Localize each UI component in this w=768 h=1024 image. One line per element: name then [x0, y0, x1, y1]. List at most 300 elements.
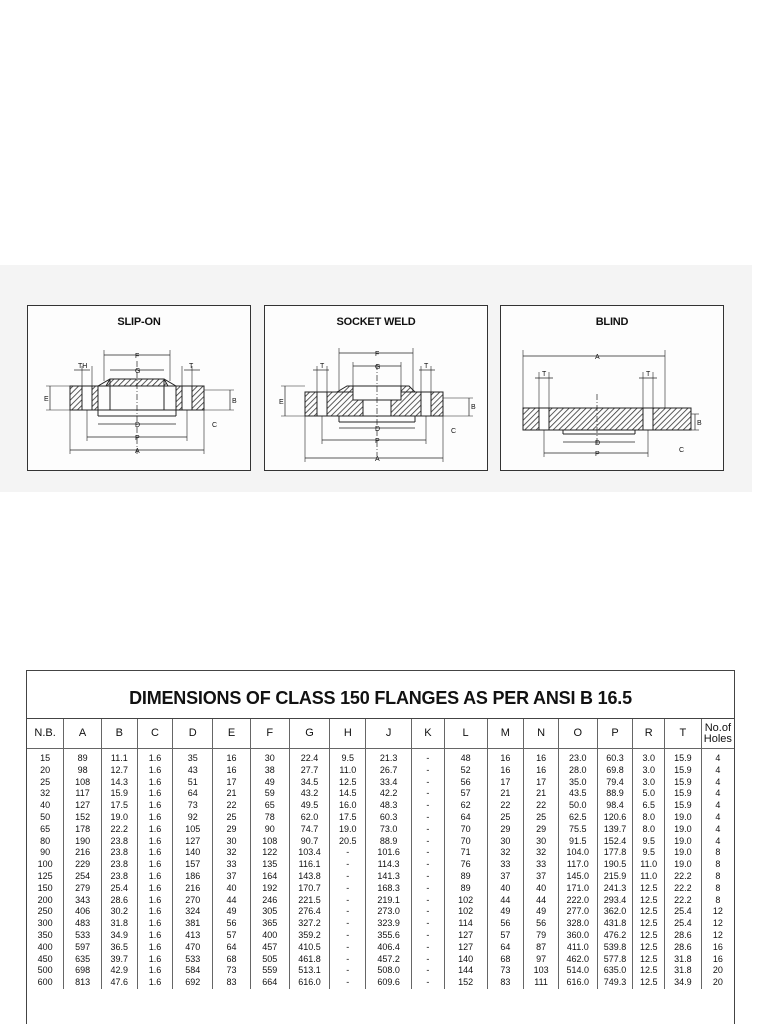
table-cell: 103	[524, 965, 559, 977]
table-cell: 23.8	[101, 871, 137, 883]
table-cell: 1.6	[137, 965, 173, 977]
table-cell: 559	[250, 965, 289, 977]
table-cell: 12	[712, 906, 723, 917]
table-cell: 30	[524, 836, 559, 848]
table-cell: 11.0	[633, 859, 665, 871]
table-cell: 19.0	[101, 812, 137, 824]
column-header: B	[101, 719, 137, 749]
table-cell: 135	[250, 859, 289, 871]
table-cell: 8	[715, 882, 721, 893]
table-cell: 16.0	[330, 800, 366, 812]
table-cell: 23.0	[558, 749, 597, 765]
table-cell: 21	[487, 788, 524, 800]
table-cell: -	[412, 812, 445, 824]
table-cell: -	[330, 906, 366, 918]
table-cell: 270	[173, 895, 213, 907]
table-cell: 186	[173, 871, 213, 883]
table-cell: 100	[27, 859, 64, 871]
table-cell: 89	[444, 871, 487, 883]
table-cell: 21.3	[366, 749, 412, 765]
table-cell: 505	[250, 954, 289, 966]
table-cell: 462.0	[558, 954, 597, 966]
table-cell: 410.5	[289, 942, 330, 954]
table-cell: 19.0	[665, 847, 702, 859]
table-cell: 73	[173, 800, 213, 812]
table-cell: 25.4	[665, 906, 702, 918]
table-cell: 1.6	[137, 824, 173, 836]
table-cell: 57	[213, 930, 251, 942]
table-cell: 8.0	[633, 812, 665, 824]
table-cell: 29	[213, 824, 251, 836]
table-row	[27, 859, 734, 871]
table-cell: 1.6	[137, 977, 173, 989]
table-cell: 56	[213, 918, 251, 930]
table-cell: 40	[524, 883, 559, 895]
table-cell: 1.6	[137, 859, 173, 871]
table-cell: 59	[250, 788, 289, 800]
table-cell: 23.8	[101, 859, 137, 871]
blind-diagram	[500, 305, 724, 471]
table-cell: 20	[27, 765, 64, 777]
table-cell: 32	[213, 847, 251, 859]
table-cell: 75.5	[558, 824, 597, 836]
table-cell: 241.3	[597, 883, 633, 895]
blind-label-t-right: T	[646, 371, 651, 378]
column-header: N	[524, 719, 559, 749]
table-cell: 102	[444, 895, 487, 907]
table-cell: 635	[64, 954, 102, 966]
table-cell: 12.5	[330, 777, 366, 789]
table-cell: 1.6	[137, 954, 173, 966]
table-cell: 577.8	[597, 954, 633, 966]
table-cell: 170.7	[289, 883, 330, 895]
table-cell: -	[412, 906, 445, 918]
table-cell: 12.5	[633, 883, 665, 895]
table-cell: 17.5	[330, 812, 366, 824]
table-cell: 114.3	[366, 859, 412, 871]
slip-on-label-c: C	[212, 422, 218, 429]
table-cell: -	[330, 942, 366, 954]
table-row	[27, 895, 734, 907]
table-cell: 400	[250, 930, 289, 942]
table-cell: 22.2	[665, 871, 702, 883]
table-cell: 105	[173, 824, 213, 836]
table-row	[27, 847, 734, 859]
socket-weld-title: SOCKET WELD	[336, 316, 416, 328]
table-cell: 514.0	[558, 965, 597, 977]
table-cell: 25	[213, 812, 251, 824]
table-cell: 127	[444, 942, 487, 954]
table-cell: 64	[213, 942, 251, 954]
table-cell: 90	[250, 824, 289, 836]
table-cell: 34.5	[289, 777, 330, 789]
table-cell: 1.6	[137, 749, 173, 765]
table-cell: 19.0	[665, 836, 702, 848]
table-cell: 23.8	[101, 847, 137, 859]
blind-label-c: C	[679, 447, 685, 454]
table-cell: 90.7	[289, 836, 330, 848]
table-row	[27, 836, 734, 848]
table-cell: 177.8	[597, 847, 633, 859]
socket-weld-label-t-left: T	[320, 363, 325, 370]
table-cell: 92	[173, 812, 213, 824]
table-cell: 276.4	[289, 906, 330, 918]
blind-label-d: D	[595, 440, 601, 447]
table-cell: 32	[524, 847, 559, 859]
table-cell: 73	[487, 965, 524, 977]
table-row	[27, 800, 734, 812]
table-cell: 40	[213, 883, 251, 895]
column-header: P	[597, 719, 633, 749]
table-cell: 539.8	[597, 942, 633, 954]
table-cell: 49	[487, 906, 524, 918]
table-cell: 74.7	[289, 824, 330, 836]
table-cell: 48	[444, 749, 487, 765]
table-cell: 12.5	[633, 918, 665, 930]
table-cell: 327.2	[289, 918, 330, 930]
table-cell: 65	[27, 824, 64, 836]
table-cell: 60.3	[366, 812, 412, 824]
table-cell: 28.6	[665, 930, 702, 942]
table-cell: 48.3	[366, 800, 412, 812]
table-cell: 143.8	[289, 871, 330, 883]
table-cell: 50.0	[558, 800, 597, 812]
table-cell: -	[412, 788, 445, 800]
table-cell: 14.5	[330, 788, 366, 800]
slip-on-diagram	[27, 305, 251, 471]
table-cell: -	[412, 977, 445, 989]
table-cell: 190.5	[597, 859, 633, 871]
table-cell: 102	[444, 906, 487, 918]
table-cell: 70	[444, 836, 487, 848]
table-cell: 16	[524, 765, 559, 777]
table-cell: 8.0	[633, 824, 665, 836]
table-cell: 168.3	[366, 883, 412, 895]
table-cell: 38	[250, 765, 289, 777]
table-row	[27, 918, 734, 930]
table-cell: 51	[173, 777, 213, 789]
table-cell: 12.5	[633, 954, 665, 966]
table-cell: 4	[715, 776, 721, 787]
slip-on-label-t: T	[189, 363, 194, 370]
table-body	[27, 749, 734, 989]
table-cell: 122	[250, 847, 289, 859]
table-cell: -	[412, 765, 445, 777]
table-cell: 70	[444, 824, 487, 836]
socket-weld-label-f: F	[375, 351, 380, 358]
table-cell: 47.6	[101, 977, 137, 989]
table-row	[27, 930, 734, 942]
column-header: K	[412, 719, 445, 749]
table-cell: -	[412, 883, 445, 895]
table-cell: 1.6	[137, 765, 173, 777]
table-cell: 62.5	[558, 812, 597, 824]
table-cell: 62.0	[289, 812, 330, 824]
table-cell: 69.8	[597, 765, 633, 777]
table-cell: 8	[715, 870, 721, 881]
table-cell: 15.9	[665, 765, 702, 777]
table-cell: 4	[715, 764, 721, 775]
table-cell: 229	[64, 859, 102, 871]
table-cell: 49	[250, 777, 289, 789]
table-cell: 40	[27, 800, 64, 812]
table-cell: 101.6	[366, 847, 412, 859]
socket-weld-label-t-right: T	[424, 363, 429, 370]
table-cell: 9.5	[330, 749, 366, 765]
table-cell: 470	[173, 942, 213, 954]
table-cell: 533	[173, 954, 213, 966]
socket-weld-label-b: B	[471, 404, 476, 411]
table-cell: 365	[250, 918, 289, 930]
table-cell: -	[412, 930, 445, 942]
table-cell: 1.6	[137, 847, 173, 859]
table-cell: 22	[524, 800, 559, 812]
table-cell: 616.0	[558, 977, 597, 989]
table-cell: 215.9	[597, 871, 633, 883]
table-cell: 73.0	[366, 824, 412, 836]
table-cell: 343	[64, 895, 102, 907]
table-cell: -	[412, 777, 445, 789]
table-cell: -	[412, 836, 445, 848]
table-cell: 19.0	[665, 812, 702, 824]
table-cell: 360.0	[558, 930, 597, 942]
table-cell: -	[330, 930, 366, 942]
table-cell: -	[412, 859, 445, 871]
table-cell: 328.0	[558, 918, 597, 930]
table-cell: 83	[487, 977, 524, 989]
table-cell: 16	[213, 765, 251, 777]
slip-on-label-b: B	[232, 398, 237, 405]
table-cell: 5.0	[633, 788, 665, 800]
table-cell: 144	[444, 965, 487, 977]
table-cell: -	[412, 871, 445, 883]
table-cell: 362.0	[597, 906, 633, 918]
table-cell: 91.5	[558, 836, 597, 848]
table-cell: 19.0	[665, 859, 702, 871]
table-cell: 413	[173, 930, 213, 942]
table-cell: 1.6	[137, 800, 173, 812]
slip-on-title: SLIP-ON	[117, 316, 161, 328]
table-cell: 125	[27, 871, 64, 883]
table-cell: 16	[524, 749, 559, 765]
table-cell: 8	[715, 859, 721, 870]
column-header: D	[173, 719, 213, 749]
table-cell: 31.8	[101, 918, 137, 930]
table-cell: 406.4	[366, 942, 412, 954]
table-cell: -	[330, 859, 366, 871]
table-cell: 12	[712, 918, 723, 929]
slip-on-label-g: G	[135, 368, 141, 375]
table-row	[27, 977, 734, 989]
table-cell: 597	[64, 942, 102, 954]
table-title: DIMENSIONS OF CLASS 150 FLANGES AS PER ANSI B 16.5	[27, 671, 734, 719]
table-cell: 15.9	[665, 749, 702, 765]
table-cell: 30	[250, 749, 289, 765]
table-cell: 216	[64, 847, 102, 859]
table-cell: 279	[64, 883, 102, 895]
table-cell: 43.2	[289, 788, 330, 800]
table-cell: 80	[27, 836, 64, 848]
column-header: C	[137, 719, 173, 749]
table-cell: 108	[64, 777, 102, 789]
table-cell: 22.4	[289, 749, 330, 765]
table-cell: 9.5	[633, 836, 665, 848]
table-cell: 200	[27, 895, 64, 907]
table-cell: 56	[487, 918, 524, 930]
table-cell: 12	[712, 929, 723, 940]
table-cell: 34.9	[665, 977, 702, 989]
table-cell: 1.6	[137, 895, 173, 907]
column-header: L	[444, 719, 487, 749]
table-cell: 68	[487, 954, 524, 966]
table-cell: 127	[444, 930, 487, 942]
table-cell: 152	[444, 977, 487, 989]
table-cell: 116.1	[289, 859, 330, 871]
table-cell: 457	[250, 942, 289, 954]
table-cell: 20.5	[330, 836, 366, 848]
table-row	[27, 942, 734, 954]
table-cell: 25.4	[101, 883, 137, 895]
table-cell: -	[330, 977, 366, 989]
table-cell: 79.4	[597, 777, 633, 789]
table-cell: 28.6	[665, 942, 702, 954]
table-cell: 664	[250, 977, 289, 989]
table-cell: 12.5	[633, 965, 665, 977]
table-cell: 9.5	[633, 847, 665, 859]
slip-on-label-a: A	[135, 448, 140, 455]
table-cell: 355.6	[366, 930, 412, 942]
table-cell: 21	[213, 788, 251, 800]
table-cell: 44	[524, 895, 559, 907]
table-cell: -	[330, 918, 366, 930]
table-cell: 4	[715, 823, 721, 834]
table-cell: -	[412, 918, 445, 930]
table-cell: 3.0	[633, 749, 665, 765]
table-cell: 216	[173, 883, 213, 895]
table-cell: 300	[27, 918, 64, 930]
table-cell: 20	[712, 977, 723, 988]
table-cell: 1.6	[137, 836, 173, 848]
table-cell: 88.9	[366, 836, 412, 848]
table-cell: 609.6	[366, 977, 412, 989]
table-cell: 476.2	[597, 930, 633, 942]
table-cell: 11.1	[101, 749, 137, 765]
table-cell: 22.2	[101, 824, 137, 836]
table-cell: 139.7	[597, 824, 633, 836]
table-cell: 37	[487, 871, 524, 883]
socket-weld-label-a: A	[375, 456, 380, 463]
table-cell: 28.6	[101, 895, 137, 907]
table-cell: 127	[173, 836, 213, 848]
table-cell: 1.6	[137, 777, 173, 789]
table-cell: 145.0	[558, 871, 597, 883]
table-cell: -	[330, 871, 366, 883]
socket-weld-drawing	[265, 306, 489, 472]
table-cell: 221.5	[289, 895, 330, 907]
table-cell: -	[412, 749, 445, 765]
table-cell: 33	[487, 859, 524, 871]
slip-on-drawing	[28, 306, 252, 472]
table-cell: 19.0	[665, 824, 702, 836]
table-cell: -	[330, 965, 366, 977]
table-cell: 98	[64, 765, 102, 777]
table-cell: 171.0	[558, 883, 597, 895]
table-cell: 57	[487, 930, 524, 942]
table-cell: 43	[173, 765, 213, 777]
table-cell: 400	[27, 942, 64, 954]
column-header: N.B.	[27, 719, 64, 749]
table-row	[27, 812, 734, 824]
table-cell: 14.3	[101, 777, 137, 789]
table-cell: 31.8	[665, 954, 702, 966]
table-cell: 36.5	[101, 942, 137, 954]
table-cell: 190	[64, 836, 102, 848]
table-cell: 273.0	[366, 906, 412, 918]
blind-label-t-left: T	[542, 371, 547, 378]
socket-weld-label-e: E	[279, 399, 284, 406]
table-cell: 219.1	[366, 895, 412, 907]
table-cell: 15.9	[665, 777, 702, 789]
socket-weld-label-p: P	[375, 438, 380, 445]
table-cell: 64	[444, 812, 487, 824]
table-cell: 27.7	[289, 765, 330, 777]
table-cell: 250	[27, 906, 64, 918]
table-cell: 108	[250, 836, 289, 848]
column-header: A	[64, 719, 102, 749]
table-cell: 4	[715, 800, 721, 811]
blind-label-p: P	[595, 451, 600, 458]
table-cell: 71	[444, 847, 487, 859]
blind-label-b: B	[697, 420, 702, 427]
socket-weld-label-c: C	[451, 428, 457, 435]
table-cell: 89	[64, 749, 102, 765]
column-header: H	[330, 719, 366, 749]
table-cell: 22	[487, 800, 524, 812]
table-cell: 616.0	[289, 977, 330, 989]
table-cell: 87	[524, 942, 559, 954]
table-cell: 813	[64, 977, 102, 989]
table-cell: -	[412, 824, 445, 836]
table-cell: 11.0	[633, 871, 665, 883]
slip-on-label-e: E	[44, 396, 49, 403]
table-cell: -	[330, 883, 366, 895]
table-cell: 500	[27, 965, 64, 977]
table-cell: 29	[487, 824, 524, 836]
table-cell: 88.9	[597, 788, 633, 800]
table-cell: 12.5	[633, 942, 665, 954]
table-cell: 127	[64, 800, 102, 812]
table-cell: 12.5	[633, 930, 665, 942]
table-cell: 89	[444, 883, 487, 895]
table-cell: 508.0	[366, 965, 412, 977]
table-cell: 17	[487, 777, 524, 789]
blind-title: BLIND	[595, 316, 629, 328]
table-cell: 68	[213, 954, 251, 966]
table-cell: 12.7	[101, 765, 137, 777]
table-cell: 57	[444, 788, 487, 800]
slip-on-label-p: P	[135, 435, 140, 442]
table-cell: 25	[487, 812, 524, 824]
table-cell: 34.9	[101, 930, 137, 942]
table-cell: 16	[487, 765, 524, 777]
table-row	[27, 824, 734, 836]
table-cell: 16	[712, 941, 723, 952]
table-cell: 17.5	[101, 800, 137, 812]
slip-on-label-d: D	[135, 422, 141, 429]
table-cell: 73	[213, 965, 251, 977]
table-cell: 4	[715, 788, 721, 799]
table-cell: 33	[524, 859, 559, 871]
